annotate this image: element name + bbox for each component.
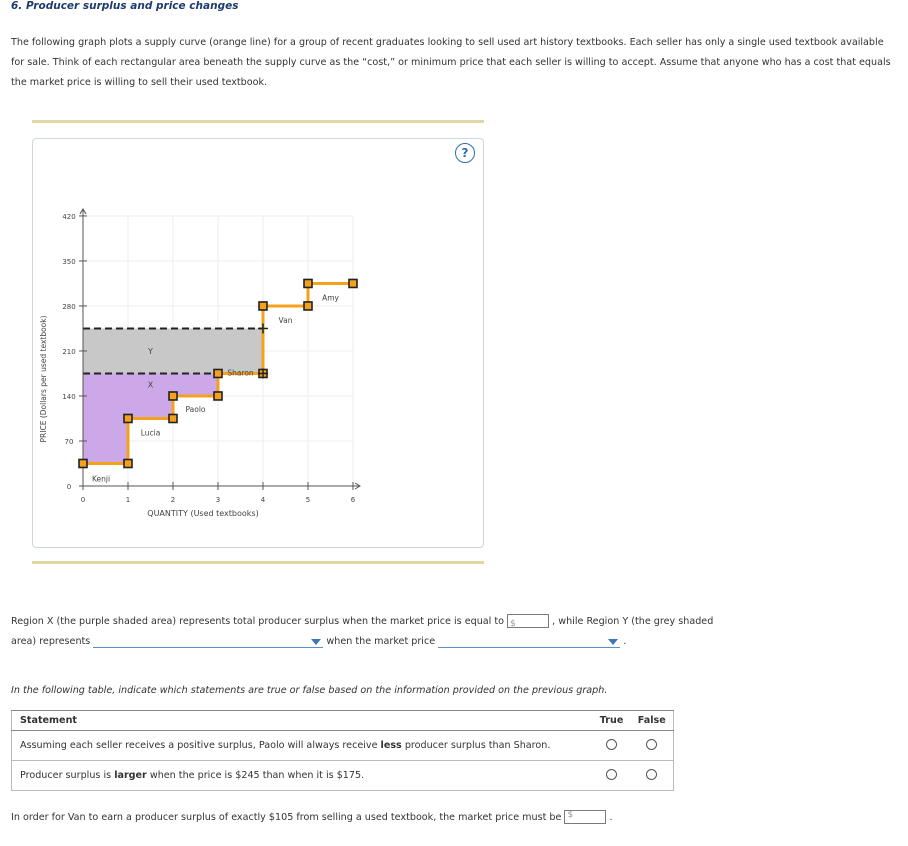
statement-text: Producer surplus is larger when the price is $245 than when it is $175. — [12, 761, 593, 791]
y-tick-label: 0 — [66, 483, 72, 491]
y-tick-label: 280 — [62, 302, 76, 311]
dollar-sign: $ — [510, 619, 516, 629]
seller-label: Lucia — [140, 428, 161, 438]
supply-point — [214, 369, 222, 377]
supply-point — [169, 414, 177, 422]
region-y-shape — [83, 328, 263, 373]
header-false: False — [630, 711, 673, 731]
supply-point — [304, 302, 312, 310]
seller-label: Sharon — [227, 368, 254, 378]
market-price-dropdown[interactable] — [438, 635, 620, 648]
seller-label: Amy — [322, 293, 339, 303]
x-tick-label: 2 — [170, 496, 176, 504]
q1-text-e: . — [623, 636, 627, 647]
chevron-down-icon — [608, 639, 618, 645]
intro-text: The following graph plots a supply curve (orange line) for a group of recent graduates looking to sell used art history textbooks. Each seller has only a single used textbook available for sale. Think of each rectangular area beneath the supply curve as the “cost,” or minimum price that each seller is willing to accept. Assume that anyone who has a cost that equals the market price is willing to sell their used textbook. — [11, 37, 891, 88]
q1-text-d: when the market price — [326, 636, 436, 647]
van-price-input[interactable] — [564, 810, 606, 824]
seller-label: Paolo — [185, 404, 206, 414]
supply-point — [124, 459, 132, 467]
supply-point — [214, 392, 222, 400]
header-true: True — [593, 711, 631, 731]
q1-text-a: Region X (the purple shaded area) represents total producer surplus when the market price is equal to — [11, 616, 505, 627]
seller-label: Van — [278, 315, 293, 325]
x-tick-label: 5 — [305, 496, 311, 504]
y-tick-label: 210 — [62, 347, 76, 356]
supply-point — [259, 302, 267, 310]
supply-point — [304, 279, 312, 287]
q3-text: In order for Van to earn a producer surplus of exactly $105 from selling a used textbook, the market price must be — [11, 812, 562, 823]
graph-panel — [32, 138, 484, 548]
y-tick-label: 70 — [64, 437, 74, 446]
x-tick-label: 1 — [125, 496, 131, 504]
region-y-dropdown[interactable] — [93, 635, 323, 648]
help-icon[interactable]: ? — [455, 143, 475, 163]
supply-point — [169, 392, 177, 400]
price-input-x[interactable] — [507, 614, 549, 628]
chevron-down-icon — [311, 639, 321, 645]
y-tick-label: 350 — [62, 257, 76, 266]
x-axis-label: QUANTITY (Used textbooks) — [147, 509, 259, 518]
q1-text-c: area) represents — [11, 636, 91, 647]
dollar-sign: $ — [567, 810, 574, 820]
question-3: In order for Van to earn a producer surplus of exactly $105 from selling a used textbook, the market price must be $ . — [11, 810, 613, 823]
header-statement: Statement — [12, 711, 593, 731]
top-divider — [32, 120, 484, 123]
bottom-divider — [32, 561, 484, 564]
region-x-label: X — [147, 380, 154, 390]
page-title: 6. Producer surplus and price changes — [11, 0, 239, 12]
supply-point — [349, 279, 357, 287]
question-1 — [11, 612, 891, 652]
x-tick-label: 0 — [80, 496, 86, 504]
x-tick-label: 4 — [260, 496, 266, 504]
supply-chart — [33, 139, 483, 547]
seller-label: Kenji — [91, 474, 111, 484]
table-instructions: In the following table, indicate which statements are true or false based on the information provided on the previous graph. — [11, 685, 608, 696]
region-y-label: Y — [148, 346, 153, 356]
false-radio[interactable] — [646, 769, 657, 780]
supply-point — [79, 459, 87, 467]
true-radio[interactable] — [606, 739, 617, 750]
y-axis-label: PRICE (Dollars per used textbook) — [39, 315, 48, 443]
statement-table — [11, 710, 674, 791]
y-tick-label: 420 — [62, 212, 76, 221]
q1-text-b: , while Region Y (the grey shaded — [552, 616, 714, 627]
true-radio[interactable] — [606, 769, 617, 780]
x-tick-label: 6 — [350, 496, 356, 504]
table-row — [12, 731, 674, 761]
y-tick-label: 140 — [62, 392, 76, 401]
x-tick-label: 3 — [215, 496, 221, 504]
statement-text: Assuming each seller receives a positive surplus, Paolo will always receive less producer surplus than Sharon. — [12, 731, 593, 761]
table-row — [12, 761, 674, 791]
supply-point — [124, 414, 132, 422]
false-radio[interactable] — [646, 739, 657, 750]
